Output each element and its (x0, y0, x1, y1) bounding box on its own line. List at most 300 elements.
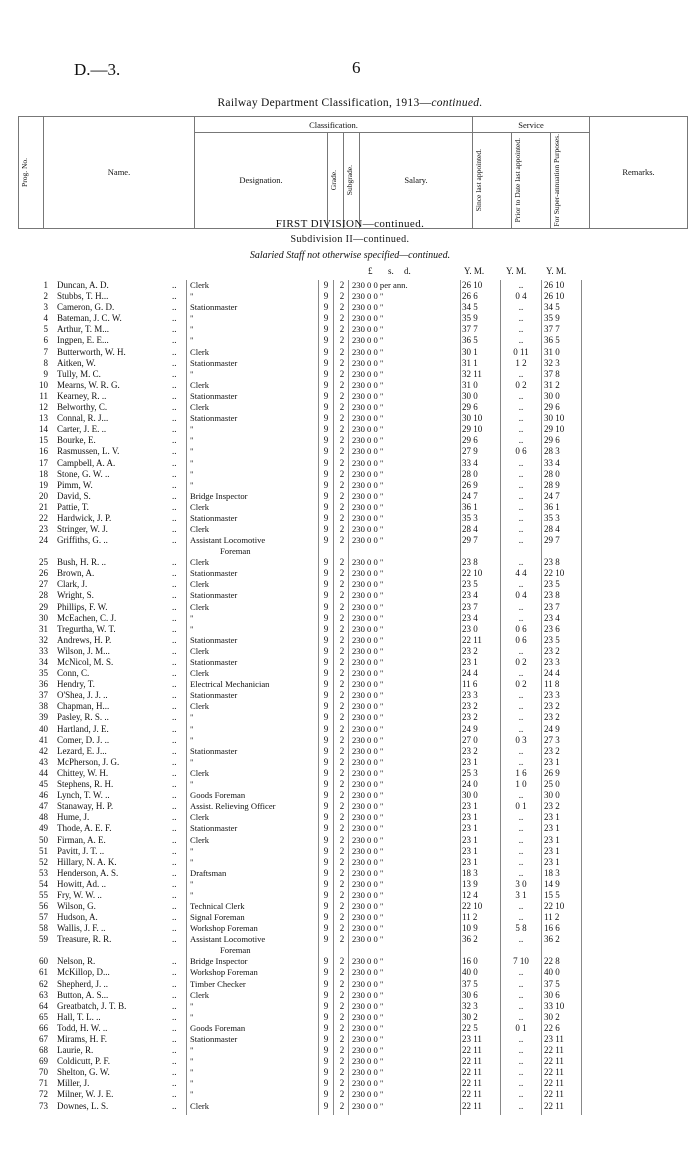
since-last-cell: 35 3 (462, 512, 478, 523)
leader-dots: .. (172, 524, 177, 535)
name-cell: Tully, M. C. (57, 368, 101, 379)
prior-service-cell: 0 1 (515, 801, 527, 812)
salary-cell: 230 0 0 " (352, 801, 384, 812)
prior-service-cell: .. (518, 856, 524, 867)
prior-service-cell: 0 2 (515, 679, 527, 690)
table-row (0, 435, 700, 446)
table-row (0, 458, 700, 469)
table-row (0, 524, 700, 535)
name-cell: Connal, R. J... (57, 413, 109, 424)
prog-no-cell: 28 (39, 590, 48, 601)
leader-dots: .. (172, 435, 177, 446)
since-last-cell: 30 0 (462, 790, 478, 801)
leader-dots: .. (172, 446, 177, 457)
name-cell: Bourke, E. (57, 435, 96, 446)
subgrade-cell: 2 (339, 812, 345, 823)
page-title (0, 97, 700, 109)
salary-cell: 230 0 0 " (352, 779, 384, 790)
name-cell: David, S. (57, 490, 91, 501)
salary-cell: 230 0 0 " (352, 535, 384, 546)
since-last-cell: 22 11 (462, 1100, 482, 1111)
prior-service-cell: .. (518, 901, 524, 912)
table-row (0, 934, 700, 956)
prog-no-cell: 7 (43, 346, 48, 357)
grade-cell: 9 (323, 357, 329, 368)
subgrade-cell: 2 (339, 302, 345, 313)
table-row (0, 1001, 700, 1012)
superannuation-cell: 37 5 (544, 978, 560, 989)
superannuation-cell: 23 1 (544, 756, 560, 767)
name-cell: Kearney, R. .. (57, 390, 107, 401)
salary-cell: 230 0 0 " (352, 512, 384, 523)
leader-dots: .. (172, 324, 177, 335)
superannuation-cell: 36 5 (544, 335, 560, 346)
since-last-cell: 23 4 (462, 612, 478, 623)
prog-no-cell: 48 (39, 812, 48, 823)
subgrade-cell: 2 (339, 745, 345, 756)
unit-row (0, 266, 700, 278)
prog-no-cell: 53 (39, 867, 48, 878)
since-last-cell: 11 6 (462, 679, 478, 690)
leader-dots: .. (172, 1078, 177, 1089)
since-last-cell: 30 6 (462, 989, 478, 1000)
table-row (0, 358, 700, 369)
since-last-cell: 33 4 (462, 457, 478, 468)
staff-heading: Salaried Staff not otherwise specified—continued. (249, 250, 451, 261)
designation-cell: " (190, 1045, 194, 1056)
grade-cell: 9 (323, 657, 329, 667)
superannuation-cell: 31 2 (544, 379, 560, 390)
subgrade-cell: 2 (339, 324, 345, 335)
designation-cell: " (190, 734, 194, 745)
since-last-cell: 23 8 (462, 557, 478, 568)
leader-dots: .. (172, 568, 177, 579)
prog-no-cell: 33 (39, 645, 48, 656)
superannuation-cell: 23 1 (544, 823, 560, 834)
since-last-cell: 29 7 (462, 535, 478, 546)
superannuation-cell: 23 6 (544, 623, 560, 634)
unit-ym-since: Y. M. (464, 266, 485, 276)
prior-service-cell: 0 11 (513, 346, 529, 357)
subgrade-cell: 2 (339, 424, 345, 435)
prior-service-cell: .. (518, 723, 524, 734)
prior-service-cell: .. (518, 435, 524, 446)
subgrade-cell: 2 (339, 346, 345, 357)
designation-cell: Clerk (190, 501, 210, 512)
designation-cell: Timber Checker (190, 978, 246, 989)
since-last-cell: 37 5 (462, 978, 478, 989)
leader-dots: .. (172, 313, 177, 324)
table-row (0, 513, 700, 524)
superannuation-cell: 24 9 (544, 723, 560, 734)
superannuation-cell: 22 11 (544, 1067, 564, 1078)
superannuation-cell: 23 3 (544, 690, 560, 701)
leader-dots: .. (172, 557, 177, 568)
prior-service-cell: 0 1 (515, 1022, 527, 1033)
superannuation-cell: 15 5 (544, 889, 560, 900)
grade-cell: 9 (323, 1045, 329, 1056)
superannuation-cell: 26 10 (544, 280, 565, 290)
prog-no-cell: 54 (39, 878, 48, 889)
salary-cell: 230 0 0 " (352, 767, 384, 778)
subgrade-cell: 2 (339, 390, 345, 401)
superannuation-cell: 29 7 (544, 535, 560, 546)
prog-no-cell: 41 (39, 734, 48, 745)
superannuation-cell: 35 9 (544, 313, 560, 324)
table-row (0, 568, 700, 579)
prior-service-cell: .. (518, 535, 524, 546)
grade-cell: 9 (323, 701, 329, 712)
designation-cell: Clerk (190, 402, 210, 413)
grade-cell: 9 (323, 302, 329, 313)
prior-service-cell: 3 1 (515, 889, 527, 900)
designation-cell: Stationmaster (190, 568, 238, 579)
since-last-cell: 22 11 (462, 1056, 482, 1067)
designation-cell: Workshop Foreman (190, 923, 258, 934)
grade-cell: 9 (323, 390, 329, 401)
designation-cell: Clerk (190, 280, 210, 290)
designation-cell: Clerk (190, 557, 210, 568)
salary-cell: 230 0 0 " (352, 867, 384, 878)
designation-continuation: Foreman (220, 945, 251, 956)
table-row (0, 480, 700, 491)
prior-service-cell: 0 4 (515, 590, 527, 601)
name-cell: Laurie, R. (57, 1045, 94, 1056)
name-cell: Stubbs, T. H... (57, 291, 109, 302)
table-row (0, 724, 700, 735)
unit-ym-super: Y. M. (546, 266, 567, 276)
name-cell: Mirams, H. F. (57, 1034, 108, 1044)
grade-cell: 9 (323, 823, 329, 834)
subgrade-cell: 2 (339, 801, 345, 812)
subgrade-cell: 2 (339, 568, 345, 579)
name-cell: Stringer, W. J. (57, 524, 108, 535)
grade-cell: 9 (323, 878, 329, 889)
salary-cell: 230 0 0 " (352, 390, 384, 401)
grade-cell: 9 (323, 501, 329, 512)
grade-cell: 9 (323, 756, 329, 767)
since-last-cell: 23 1 (462, 801, 478, 812)
grade-cell: 9 (323, 1067, 329, 1078)
grade-cell: 9 (323, 812, 329, 823)
leader-dots: .. (172, 402, 177, 413)
since-last-cell: 23 0 (462, 623, 478, 634)
salary-cell: 230 0 0 per ann. (352, 280, 408, 290)
leader-dots: .. (172, 690, 177, 701)
superannuation-cell: 40 0 (544, 967, 560, 978)
subgrade-cell: 2 (339, 435, 345, 446)
prog-no-cell: 59 (39, 934, 48, 945)
subgrade-cell: 2 (339, 1022, 345, 1033)
since-last-cell: 32 3 (462, 1000, 478, 1011)
leader-dots: .. (172, 712, 177, 723)
name-cell: Tregurtha, W. T. (57, 623, 116, 634)
prior-service-cell: .. (518, 1000, 524, 1011)
leader-dots: .. (172, 634, 177, 645)
prior-service-cell: 0 6 (515, 634, 527, 645)
leader-dots: .. (172, 878, 177, 889)
prior-service-cell: .. (518, 402, 524, 413)
name-cell: Aitken, W. (57, 357, 96, 368)
salary-cell: 230 0 0 " (352, 490, 384, 501)
prog-no-cell: 42 (39, 745, 48, 756)
superannuation-cell: 11 2 (544, 912, 560, 923)
table-row (0, 1078, 700, 1089)
table-row (0, 391, 700, 402)
designation-cell: Clerk (190, 834, 210, 845)
table-row (0, 835, 700, 846)
table-row (0, 923, 700, 934)
salary-cell: 230 0 0 " (352, 1100, 384, 1111)
subgrade-cell: 2 (339, 934, 345, 945)
prior-service-cell: 0 3 (515, 734, 527, 745)
prog-no-cell: 6 (43, 335, 48, 346)
salary-cell: 230 0 0 " (352, 812, 384, 823)
subgrade-cell: 2 (339, 1078, 345, 1089)
since-last-cell: 16 0 (462, 956, 478, 967)
prior-service-cell: .. (518, 324, 524, 335)
subgrade-cell: 2 (339, 856, 345, 867)
designation-continuation: Foreman (220, 546, 251, 557)
name-cell: O'Shea, J. J. .. (57, 690, 108, 701)
salary-cell: 230 0 0 " (352, 623, 384, 634)
prior-service-cell: .. (518, 512, 524, 523)
table-row (0, 291, 700, 302)
since-last-cell: 23 2 (462, 745, 478, 756)
subgrade-cell: 2 (339, 413, 345, 424)
designation-cell: Clerk (190, 767, 210, 778)
leader-dots: .. (172, 912, 177, 923)
leader-dots: .. (172, 923, 177, 934)
superannuation-cell: 33 4 (544, 457, 560, 468)
name-cell: Milner, W. J. E. (57, 1089, 114, 1100)
staff-list (0, 280, 700, 1112)
leader-dots: .. (172, 723, 177, 734)
leader-dots: .. (172, 1000, 177, 1011)
since-last-cell: 11 2 (462, 912, 478, 923)
designation-cell: " (190, 856, 194, 867)
since-last-cell: 29 6 (462, 435, 478, 446)
leader-dots: .. (172, 590, 177, 601)
since-last-cell: 36 5 (462, 335, 478, 346)
since-last-cell: 23 1 (462, 756, 478, 767)
col-superannuation: For Super-annuation Purposes. (552, 134, 561, 227)
prog-no-cell: 72 (39, 1089, 48, 1100)
name-cell: Clark, J. (57, 579, 88, 590)
subgrade-cell: 2 (339, 1045, 345, 1056)
grade-cell: 9 (323, 1100, 329, 1111)
table-row (0, 446, 700, 457)
name-cell: Bateman, J. C. W. (57, 313, 122, 324)
prog-no-cell: 66 (39, 1022, 48, 1033)
salary-cell: 230 0 0 " (352, 901, 384, 912)
since-last-cell: 22 5 (462, 1022, 478, 1033)
designation-cell: Clerk (190, 645, 210, 656)
salary-cell: 230 0 0 " (352, 978, 384, 989)
designation-cell: Stationmaster (190, 657, 238, 667)
superannuation-cell: 30 10 (544, 413, 565, 424)
designation-cell: Workshop Foreman (190, 967, 258, 978)
since-last-cell: 22 11 (462, 1078, 482, 1089)
superannuation-cell: 11 8 (544, 679, 560, 690)
name-cell: Hendry, T. (57, 679, 95, 690)
prior-service-cell: .. (518, 579, 524, 590)
table-row (0, 879, 700, 890)
salary-cell: 230 0 0 " (352, 668, 384, 679)
subgrade-cell: 2 (339, 1100, 345, 1111)
table-row (0, 823, 700, 834)
leader-dots: .. (172, 1067, 177, 1078)
salary-cell: 230 0 0 " (352, 845, 384, 856)
salary-cell: 230 0 0 " (352, 934, 384, 945)
leader-dots: .. (172, 1056, 177, 1067)
table-row (0, 624, 700, 635)
grade-cell: 9 (323, 612, 329, 623)
name-cell: Hudson, A. (57, 912, 98, 923)
subgrade-cell: 2 (339, 878, 345, 889)
prog-no-cell: 17 (39, 457, 48, 468)
subgrade-cell: 2 (339, 912, 345, 923)
designation-cell: " (190, 1056, 194, 1067)
grade-cell: 9 (323, 1078, 329, 1089)
superannuation-cell: 28 0 (544, 468, 560, 479)
prog-no-cell: 31 (39, 623, 48, 634)
salary-cell: 230 0 0 " (352, 1022, 384, 1033)
prior-service-cell: .. (518, 413, 524, 424)
designation-cell: " (190, 1011, 194, 1022)
prior-service-cell: .. (518, 424, 524, 435)
col-prog-no: Prog. No. (20, 157, 29, 187)
subgrade-cell: 2 (339, 978, 345, 989)
prior-service-cell: .. (518, 313, 524, 324)
grade-cell: 9 (323, 280, 329, 290)
salary-cell: 230 0 0 " (352, 878, 384, 889)
salary-cell: 230 0 0 " (352, 446, 384, 457)
table-row (0, 1012, 700, 1023)
grade-cell: 9 (323, 446, 329, 457)
prog-no-cell: 22 (39, 512, 48, 523)
leader-dots: .. (172, 978, 177, 989)
prog-no-cell: 37 (39, 690, 48, 701)
name-cell: Butterworth, W. H. (57, 346, 126, 357)
salary-cell: 230 0 0 " (352, 1000, 384, 1011)
subgrade-cell: 2 (339, 379, 345, 390)
since-last-cell: 24 9 (462, 723, 478, 734)
table-row (0, 380, 700, 391)
name-cell: Cameron, G. D. (57, 302, 115, 313)
table-row (0, 1045, 700, 1056)
prior-service-cell: .. (518, 524, 524, 535)
leader-dots: .. (172, 413, 177, 424)
subgrade-cell: 2 (339, 823, 345, 834)
superannuation-cell: 29 6 (544, 402, 560, 413)
designation-cell: Draftsman (190, 867, 227, 878)
name-cell: Phillips, F. W. (57, 601, 108, 612)
grade-cell: 9 (323, 801, 329, 812)
prior-service-cell: .. (518, 867, 524, 878)
superannuation-cell: 22 11 (544, 1100, 564, 1111)
table-row (0, 646, 700, 657)
prior-service-cell: .. (518, 468, 524, 479)
prog-no-cell: 57 (39, 912, 48, 923)
name-cell: Downes, L. S. (57, 1100, 109, 1111)
name-cell: Wright, S. (57, 590, 94, 601)
grade-cell: 9 (323, 479, 329, 490)
since-last-cell: 29 6 (462, 402, 478, 413)
name-cell: McNicol, M. S. (57, 657, 114, 667)
prior-service-cell: .. (518, 1067, 524, 1078)
since-last-cell: 30 10 (462, 413, 483, 424)
leader-dots: .. (172, 856, 177, 867)
grade-cell: 9 (323, 967, 329, 978)
leader-dots: .. (172, 1022, 177, 1033)
subgrade-cell: 2 (339, 967, 345, 978)
table-row (0, 857, 700, 868)
subgrade-cell: 2 (339, 590, 345, 601)
designation-cell: " (190, 623, 194, 634)
salary-cell: 230 0 0 " (352, 734, 384, 745)
prior-service-cell: .. (518, 1034, 524, 1044)
salary-cell: 230 0 0 " (352, 790, 384, 801)
prior-service-cell: 1 6 (515, 767, 527, 778)
name-cell: Duncan, A. D. (57, 280, 109, 290)
designation-cell: " (190, 1000, 194, 1011)
name-cell: Coldicutt, P. F. (57, 1056, 111, 1067)
prog-no-cell: 9 (43, 368, 48, 379)
grade-cell: 9 (323, 512, 329, 523)
grade-cell: 9 (323, 856, 329, 867)
superannuation-cell: 28 4 (544, 524, 560, 535)
table-row (0, 979, 700, 990)
superannuation-cell: 26 10 (544, 291, 565, 302)
superannuation-cell: 16 6 (544, 923, 560, 934)
grade-cell: 9 (323, 590, 329, 601)
prior-service-cell: .. (518, 845, 524, 856)
designation-cell: Assistant Locomotive Foreman (190, 934, 266, 956)
prog-no-cell: 50 (39, 834, 48, 845)
prior-service-cell: 3 0 (515, 878, 527, 889)
leader-dots: .. (172, 1089, 177, 1100)
prog-no-cell: 43 (39, 756, 48, 767)
grade-cell: 9 (323, 867, 329, 878)
subgrade-cell: 2 (339, 535, 345, 546)
leader-dots: .. (172, 657, 177, 667)
superannuation-cell: 14 9 (544, 878, 560, 889)
prior-service-cell: .. (518, 612, 524, 623)
name-cell: Stanaway, H. P. (57, 801, 114, 812)
table-row (0, 602, 700, 613)
subgrade-cell: 2 (339, 601, 345, 612)
since-last-cell: 23 2 (462, 701, 478, 712)
grade-cell: 9 (323, 379, 329, 390)
table-row (0, 746, 700, 757)
prog-no-cell: 51 (39, 845, 48, 856)
table-row (0, 491, 700, 502)
since-last-cell: 36 2 (462, 934, 478, 945)
name-cell: Griffiths, G. .. (57, 535, 108, 546)
prog-no-cell: 47 (39, 801, 48, 812)
subgrade-cell: 2 (339, 779, 345, 790)
unit-ym-prior: Y. M. (506, 266, 527, 276)
col-name: Name. (44, 117, 195, 229)
grade-cell: 9 (323, 1034, 329, 1044)
table-row (0, 990, 700, 1001)
table-row (0, 1056, 700, 1067)
salary-cell: 230 0 0 " (352, 723, 384, 734)
salary-cell: 230 0 0 " (352, 823, 384, 834)
grade-cell: 9 (323, 690, 329, 701)
subgrade-cell: 2 (339, 357, 345, 368)
